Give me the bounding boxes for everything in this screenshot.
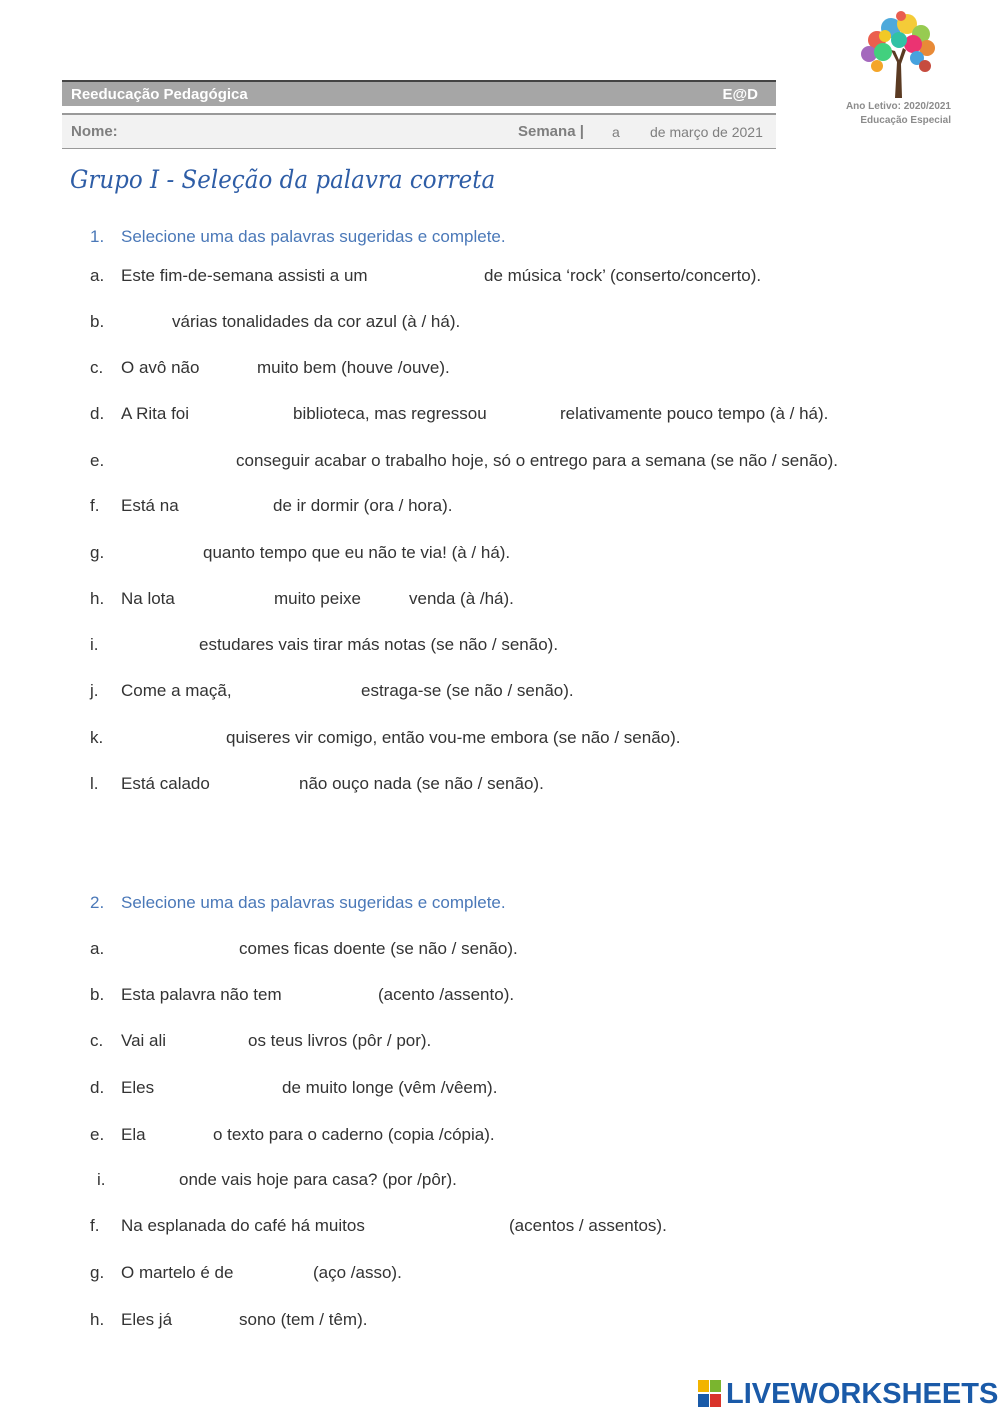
item-text: quanto tempo que eu não te via! (à / há). [203, 543, 511, 562]
item-text: A Rita foi [121, 404, 190, 423]
list-item [90, 451, 930, 473]
item-letter: d. [90, 1078, 105, 1097]
item-letter: h. [90, 589, 105, 608]
item-text: Esta palavra não tem [121, 985, 282, 1004]
item-letter: c. [90, 1031, 104, 1050]
school-year: Ano Letivo: 2020/2021 [845, 101, 951, 112]
item-letter: e. [90, 451, 105, 470]
item-text: muito bem (houve /ouve). [257, 358, 450, 377]
school-info [846, 100, 951, 128]
list-item [90, 774, 930, 796]
list-item [90, 1125, 930, 1147]
item-text: estudares vais tirar más notas (se não / senão). [199, 635, 559, 654]
list-item [90, 985, 930, 1007]
list-item [90, 939, 930, 961]
item-letter: h. [90, 1310, 105, 1329]
list-item [90, 496, 930, 518]
question-text: Selecione uma das palavras sugeridas e complete. [121, 893, 506, 912]
item-letter: a. [90, 939, 105, 958]
item-text: quiseres vir comigo, então vou-me embora (se não / senão). [226, 728, 681, 747]
item-text: O avô não [121, 358, 200, 377]
item-text: Este fim-de-semana assisti a um [121, 266, 368, 285]
date-text: de março de 2021 [650, 124, 763, 140]
list-item [90, 312, 930, 334]
item-text: várias tonalidades da cor azul (à / há). [172, 312, 461, 331]
item-text: Vai ali [121, 1031, 167, 1050]
list-item [90, 681, 930, 703]
item-letter: b. [90, 312, 105, 331]
item-text: O martelo é de [121, 1263, 234, 1282]
item-text: Eles já [121, 1310, 173, 1329]
item-letter: g. [90, 1263, 105, 1282]
item-text: Come a maçã, [121, 681, 232, 700]
item-text: biblioteca, mas regressou [293, 404, 487, 423]
item-text: os teus livros (pôr / por). [248, 1031, 432, 1050]
header-bar [62, 80, 776, 106]
item-letter: d. [90, 404, 105, 423]
item-letter: c. [90, 358, 104, 377]
list-item [90, 404, 930, 426]
item-text: estraga-se (se não / senão). [361, 681, 574, 700]
item-letter: k. [90, 728, 104, 747]
group-title: Grupo I - Seleção da palavra correta [70, 165, 496, 194]
item-letter: f. [90, 496, 100, 515]
item-letter: g. [90, 543, 105, 562]
item-text: o texto para o caderno (copia /cópia). [213, 1125, 495, 1144]
list-item [90, 635, 930, 657]
item-letter: a. [90, 266, 105, 285]
department: Educação Especial [860, 115, 951, 126]
item-text: (acento /assento). [378, 985, 515, 1004]
item-text: Está calado [121, 774, 210, 793]
item-text: Eles [121, 1078, 155, 1097]
item-text: muito peixe [274, 589, 361, 608]
item-text: conseguir acabar o trabalho hoje, só o entrego para a semana (se não / senão). [236, 451, 838, 470]
school-tree-logo [855, 10, 941, 100]
mode-label: E@D [722, 86, 758, 103]
list-item [90, 728, 930, 750]
list-item [90, 1263, 930, 1285]
name-label: Nome: [71, 123, 118, 140]
item-letter: f. [90, 1216, 100, 1235]
name-row [62, 113, 776, 149]
item-text: Está na [121, 496, 179, 515]
liveworksheets-brand[interactable]: LIVEWORKSHEETS [726, 1378, 999, 1410]
list-item [90, 589, 930, 611]
item-letter: e. [90, 1125, 105, 1144]
list-item [90, 1310, 930, 1332]
item-text: venda (à /há). [409, 589, 514, 608]
item-text: onde vais hoje para casa? (por /pôr). [179, 1170, 457, 1189]
list-item [90, 266, 930, 288]
item-letter: i. [90, 635, 99, 654]
list-item [90, 1170, 930, 1192]
item-text: não ouço nada (se não / senão). [299, 774, 544, 793]
item-text: Na esplanada do café há muitos [121, 1216, 365, 1235]
item-text: Ela [121, 1125, 146, 1144]
list-item [90, 358, 930, 380]
item-letter: j. [90, 681, 99, 700]
question-text: Selecione uma das palavras sugeridas e complete. [121, 227, 506, 246]
item-text: de música ‘rock’ (conserto/concerto). [484, 266, 762, 285]
week-a-label: a [612, 124, 620, 140]
question-number: 2. [90, 893, 105, 912]
item-letter: l. [90, 774, 99, 793]
item-text: de ir dormir (ora / hora). [273, 496, 453, 515]
list-item [90, 1031, 930, 1053]
liveworksheets-badge-icon [697, 1378, 723, 1410]
list-item [90, 1078, 930, 1100]
item-text: relativamente pouco tempo (à / há). [560, 404, 829, 423]
item-text: Na lota [121, 589, 175, 608]
item-letter: i. [97, 1170, 106, 1189]
list-item [90, 543, 930, 565]
question-number: 1. [90, 227, 105, 246]
item-text: sono (tem / têm). [239, 1310, 368, 1329]
list-item [90, 1216, 930, 1238]
item-text: (aço /asso). [313, 1263, 402, 1282]
item-letter: b. [90, 985, 105, 1004]
item-text: de muito longe (vêm /vêem). [282, 1078, 498, 1097]
item-text: comes ficas doente (se não / senão). [239, 939, 518, 958]
course-title: Reeducação Pedagógica [71, 86, 248, 103]
item-text: (acentos / assentos). [509, 1216, 667, 1235]
week-label: Semana | [518, 123, 584, 140]
